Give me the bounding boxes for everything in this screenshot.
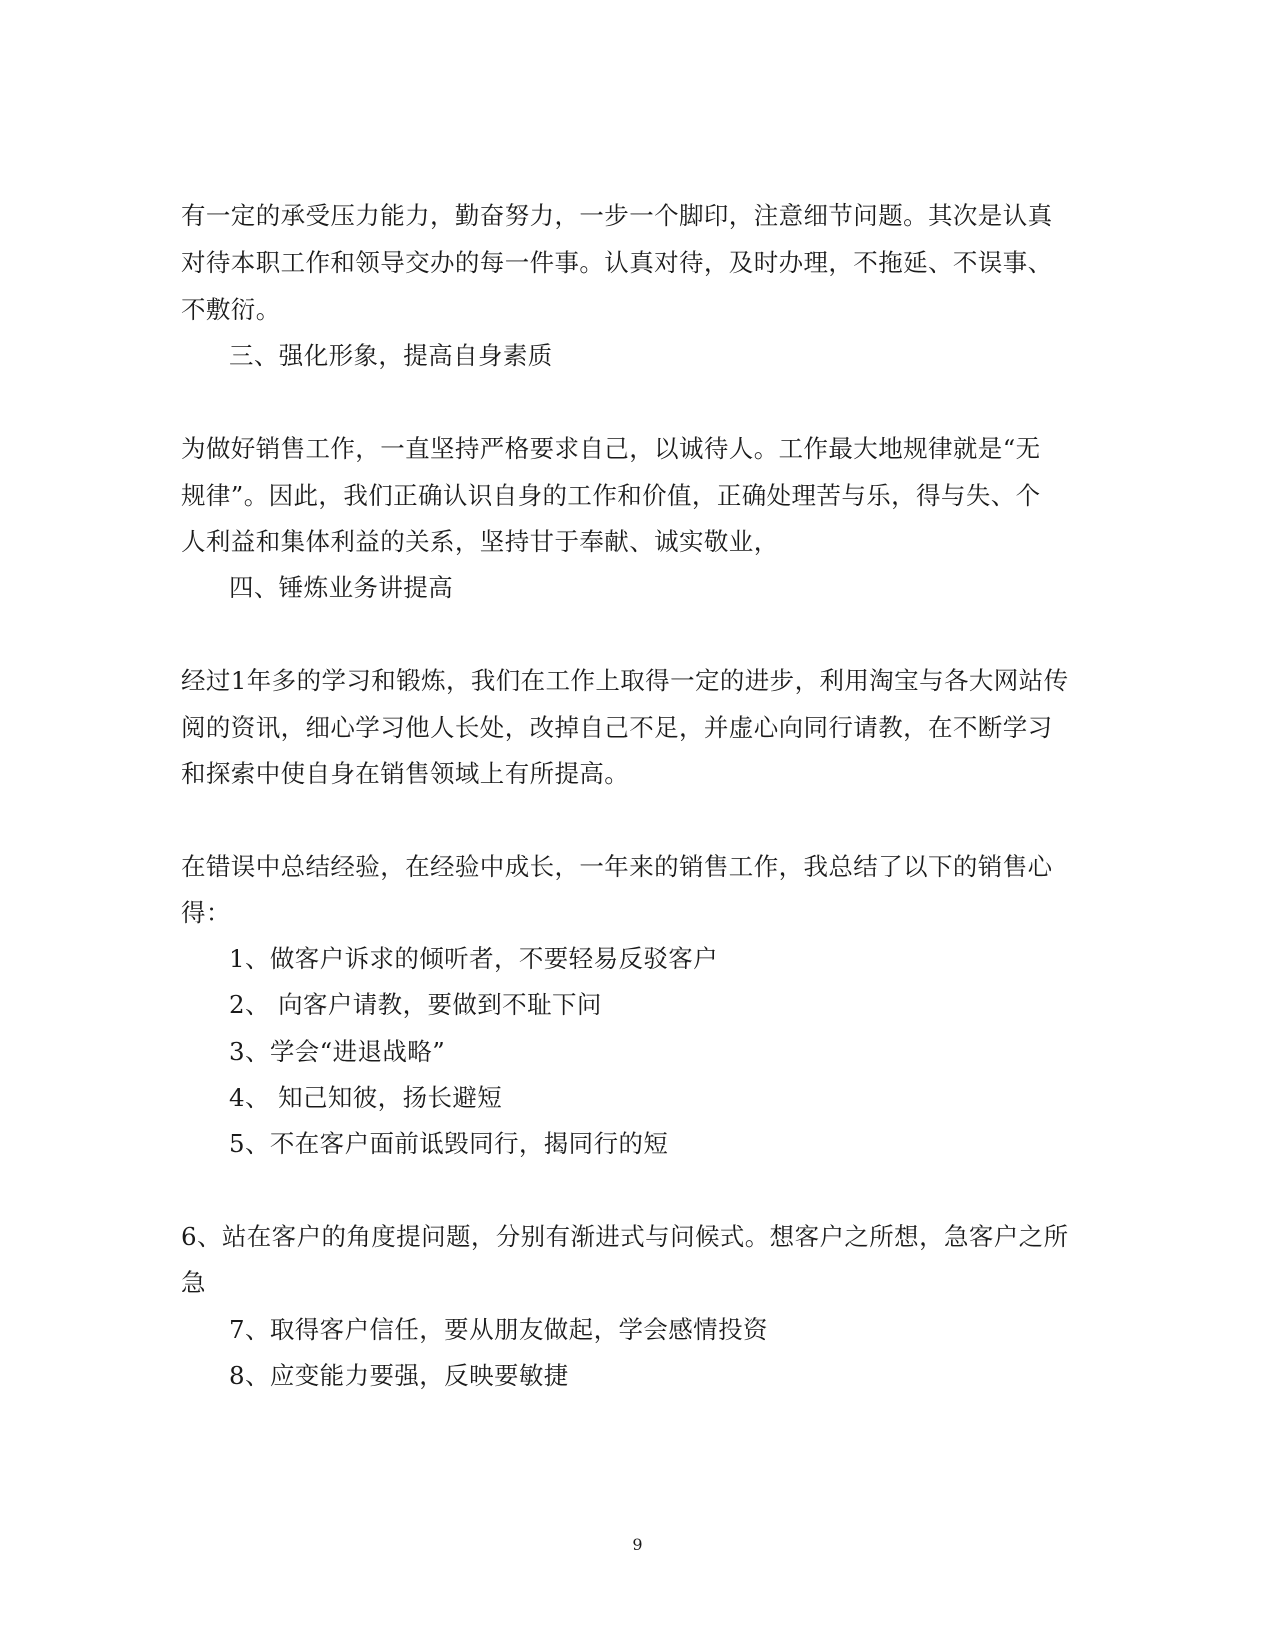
paragraph-line: 为做好销售工作，一直坚持严格要求自己，以诚待人。工作最大地规律就是“无 — [181, 434, 1041, 463]
paragraph-line: 得： — [181, 898, 231, 927]
paragraph-line: 不敷衍。 — [181, 295, 281, 324]
paragraph-line: 人利益和集体利益的关系，坚持甘于奉献、诚实敬业， — [181, 527, 779, 556]
list-item: 8、应变能力要强，反映要敏捷 — [229, 1361, 569, 1390]
paragraph-line: 阅的资讯，细心学习他人长处，改掉自己不足，并虚心向同行请教，在不断学习 — [181, 713, 1053, 742]
list-item: 7、取得客户信任，要从朋友做起，学会感情投资 — [229, 1315, 768, 1344]
list-item: 5、不在客户面前诋毁同行，揭同行的短 — [229, 1129, 669, 1158]
page-number: 9 — [632, 1535, 643, 1554]
paragraph-line: 和探索中使自身在销售领域上有所提高。 — [181, 759, 630, 788]
paragraph-line: 在错误中总结经验，在经验中成长，一年来的销售工作，我总结了以下的销售心 — [181, 852, 1053, 881]
paragraph-line: 经过1年多的学习和锻炼，我们在工作上取得一定的进步，利用淘宝与各大网站传 — [181, 666, 1069, 695]
paragraph-line: 6、站在客户的角度提问题，分别有渐进式与问候式。想客户之所想，急客户之所 — [181, 1222, 1069, 1251]
list-item: 3、学会“进退战略” — [229, 1037, 446, 1066]
paragraph-line: 对待本职工作和领导交办的每一件事。认真对待，及时办理，不拖延、不误事、 — [181, 248, 1053, 277]
paragraph-line: 规律”。因此，我们正确认识自身的工作和价值，正确处理苦与乐，得与失、个 — [181, 481, 1041, 510]
paragraph-line: 急 — [181, 1268, 206, 1297]
list-item: 1、做客户诉求的倾听者，不要轻易反驳客户 — [229, 944, 719, 973]
list-item: 4、 知己知彼，扬长避短 — [229, 1083, 503, 1112]
paragraph-line: 有一定的承受压力能力，勤奋努力，一步一个脚印，注意细节问题。其次是认真 — [181, 201, 1053, 230]
section-heading: 三、强化形象，提高自身素质 — [229, 341, 553, 370]
list-item: 2、 向客户请教，要做到不耻下问 — [229, 990, 602, 1019]
section-heading: 四、锤炼业务讲提高 — [229, 573, 454, 602]
